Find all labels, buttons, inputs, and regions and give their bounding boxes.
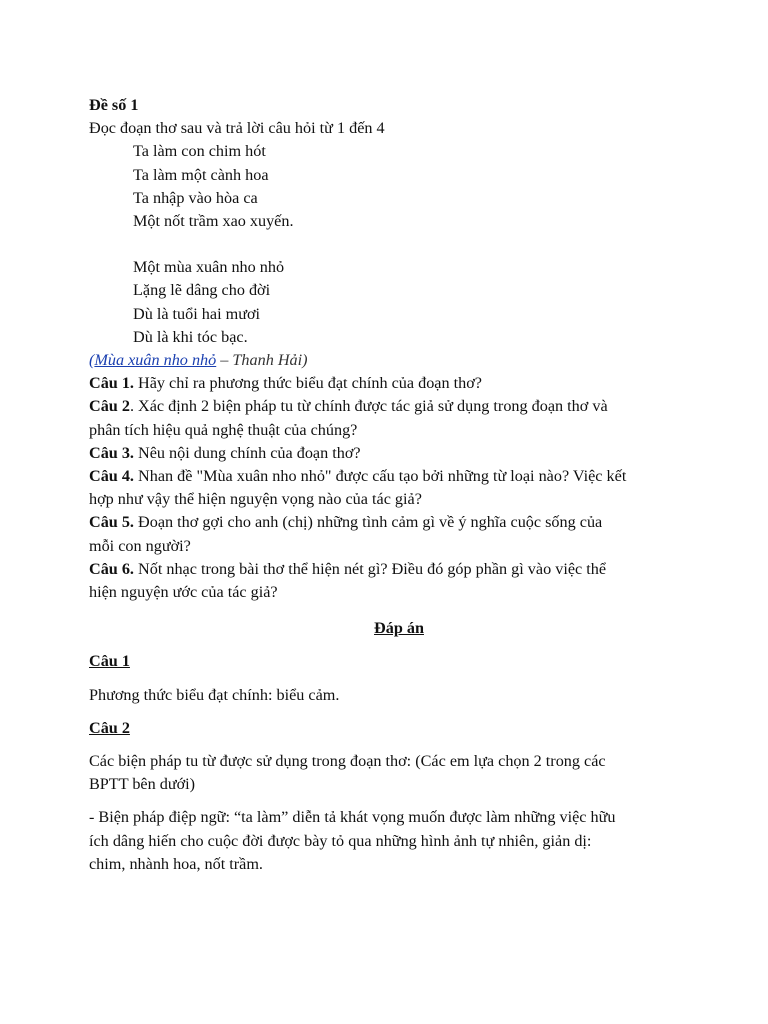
exam-title: Đề số 1 — [89, 96, 139, 114]
question-6-cont: hiện nguyện ước của tác giả? — [89, 583, 278, 602]
question-text: Nốt nhạc trong bài thơ thể hiện nét gì? Điều đó góp phần gì vào việc thể — [133, 559, 607, 578]
answer-1-heading: Câu 1 — [89, 652, 130, 671]
source-author: – Thanh Hải) — [216, 351, 308, 370]
document-page — [89, 94, 709, 876]
answer-1-text: Phương thức biểu đạt chính: biểu cảm. — [89, 685, 340, 704]
poem-line: Ta nhập vào hòa ca — [133, 188, 258, 207]
poem-stanza-2 — [89, 256, 709, 349]
question-text: Nêu nội dung chính của đoạn thơ? — [133, 443, 361, 462]
question-text: Hãy chỉ ra phương thức biểu đạt chính của đoạn thơ? — [133, 374, 482, 393]
spacer — [89, 640, 709, 650]
spacer — [89, 604, 709, 617]
answer-2-intro-cont: BPTT bên dưới) — [89, 775, 196, 794]
question-6 — [89, 558, 709, 581]
source-link[interactable]: Mùa xuân nho nhỏ — [94, 351, 217, 370]
answer-heading: Đáp án — [374, 619, 424, 638]
questions-list — [89, 372, 709, 604]
question-label: Câu 6. — [89, 559, 134, 578]
question-label: Câu 2 — [89, 397, 130, 416]
poem-line: Dù là khi tóc bạc. — [133, 327, 248, 346]
poem-line: Ta làm một cành hoa — [133, 165, 269, 184]
spacer — [89, 674, 709, 684]
poem-line: Một nốt trầm xao xuyến. — [133, 212, 294, 231]
question-4-cont: hợp như vậy thể hiện nguyện vọng nào của tác giả? — [89, 490, 422, 509]
question-text: Đoạn thơ gợi cho anh (chị) những tình cảm gì về ý nghĩa cuộc sống của — [133, 513, 603, 532]
question-label: Câu 4. — [89, 467, 134, 486]
answer-2-point-cont: chim, nhành hoa, nốt trầm. — [89, 854, 263, 873]
question-text: Nhan đề "Mùa xuân nho nhỏ" được cấu tạo bởi những từ loại nào? Việc kết — [133, 467, 627, 486]
stanza-spacer — [89, 233, 709, 256]
question-label: Câu 3. — [89, 443, 134, 462]
answer-2-heading: Câu 2 — [89, 718, 130, 737]
question-2 — [89, 395, 709, 418]
poem-line: Ta làm con chim hót — [133, 142, 266, 161]
question-label: Câu 5. — [89, 513, 134, 532]
poem-line: Lặng lẽ dâng cho đời — [133, 281, 271, 300]
question-text: . Xác định 2 biện pháp tu từ chính được tác giả sử dụng trong đoạn thơ và — [129, 397, 608, 416]
poem-stanza-1 — [89, 140, 709, 233]
spacer — [89, 707, 709, 717]
poem-line: Một mùa xuân nho nhỏ — [133, 258, 285, 277]
question-5 — [89, 511, 709, 534]
spacer — [89, 740, 709, 750]
source-open-paren: ( — [89, 351, 95, 370]
answer-2-point: - Biện pháp điệp ngữ: “ta làm” diễn tả khát vọng muốn được làm những việc hữu — [89, 808, 616, 827]
poem-source — [89, 349, 709, 372]
answer-2-point-cont: ích dâng hiến cho cuộc đời được bày tỏ qua những hình ảnh tự nhiên, giản dị: — [89, 831, 592, 850]
question-3 — [89, 442, 709, 465]
question-2-cont: phân tích hiệu quả nghệ thuật của chúng? — [89, 420, 358, 439]
answer-2-intro: Các biện pháp tu từ được sử dụng trong đoạn thơ: (Các em lựa chọn 2 trong các — [89, 752, 606, 771]
instruction-text: Đọc đoạn thơ sau và trả lời câu hỏi từ 1 đến 4 — [89, 119, 385, 138]
question-5-cont: mỗi con người? — [89, 536, 191, 555]
spacer — [89, 796, 709, 806]
question-1 — [89, 372, 709, 395]
question-label: Câu 1. — [89, 374, 134, 393]
question-4 — [89, 465, 709, 488]
poem-line: Dù là tuổi hai mươi — [133, 304, 261, 323]
